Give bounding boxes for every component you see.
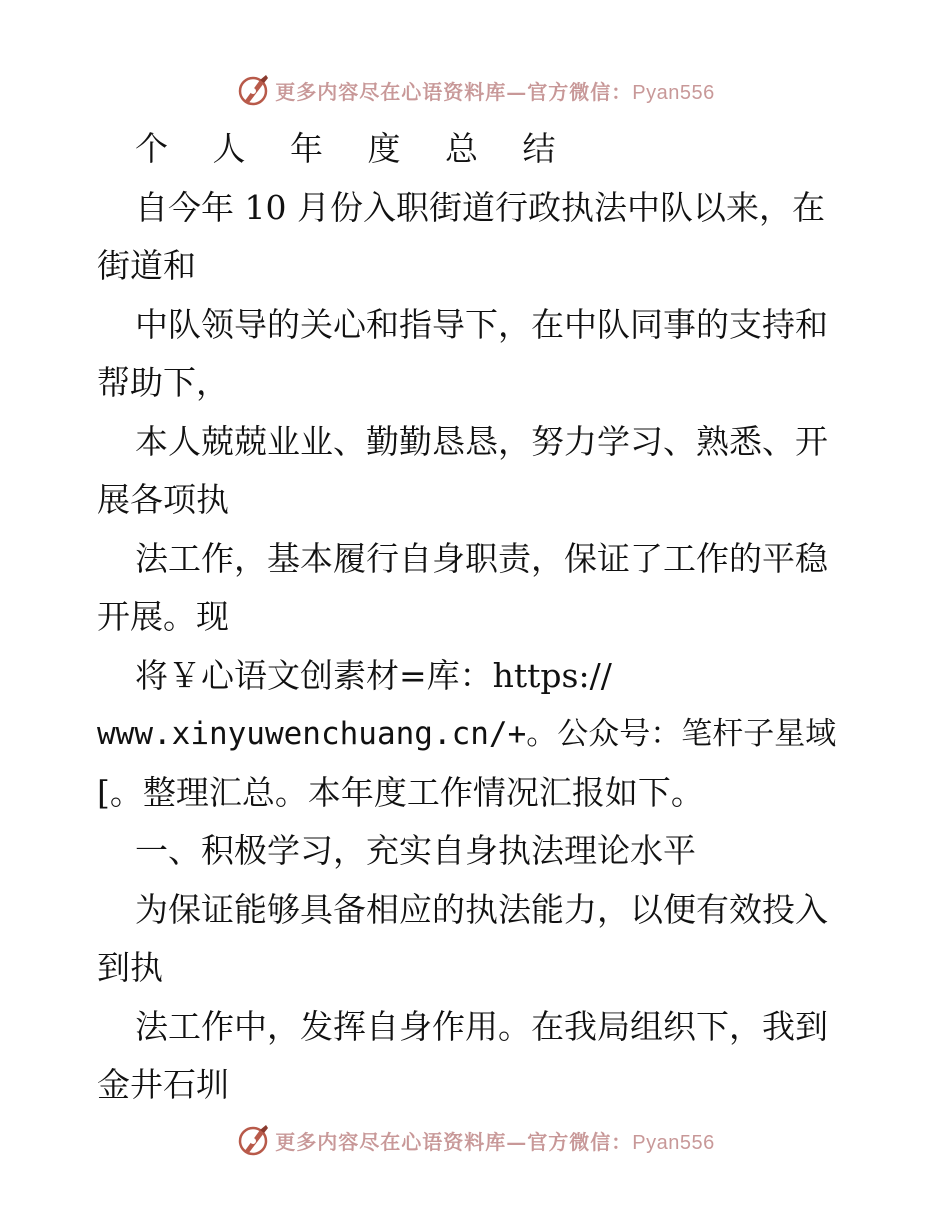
paragraph-line: 街道和 (97, 246, 196, 285)
paragraph-line: 本人兢兢业业、勤勤恳恳，努力学习、熟悉、开 (135, 421, 828, 461)
paragraph-line: 法工作中，发挥自身作用。在我局组织下，我到 (135, 1006, 828, 1046)
watermark-banner-bottom (0, 1118, 950, 1162)
watermark-text: 更多内容尽在心语资料库—官方微信：Pyan556 (275, 1129, 715, 1154)
section-heading: 一、积极学习，充实自身执法理论水平 (135, 831, 696, 870)
document-title: 个 人 年 度 总 结 (135, 129, 573, 168)
paragraph-line: www.xinyuwenchuang.cn/+。公众号：笔杆子星域 (97, 716, 837, 752)
paragraph-line: 到执 (97, 948, 163, 987)
paragraph-line: [。整理汇总。本年度工作情况汇报如下。 (97, 772, 704, 812)
paragraph-line: 自今年 10 月份入职街道行政执法中队以来，在 (135, 187, 825, 227)
watermark-wechat-id: Pyan556 (632, 1131, 715, 1154)
paragraph-line: 帮助下， (97, 363, 229, 402)
watermark-text: 更多内容尽在心语资料库—官方微信：Pyan556 (275, 79, 715, 104)
watermark-wechat-id: Pyan556 (632, 81, 715, 104)
quill-pen-circle-icon (235, 1122, 271, 1158)
paragraph-line: 开展。现 (97, 597, 229, 636)
paragraph-line: 中队领导的关心和指导下，在中队同事的支持和 (135, 304, 828, 344)
paragraph-line: 展各项执 (97, 480, 229, 519)
quill-pen-circle-icon (235, 72, 271, 108)
paragraph-line: 法工作，基本履行自身职责，保证了工作的平稳 (135, 538, 828, 578)
paragraph-line: 将￥心语文创素材=库：https:// (135, 655, 612, 695)
watermark-banner-top (0, 68, 950, 112)
paragraph-line: 金井石圳 (97, 1065, 229, 1104)
document-body (97, 120, 857, 1115)
paragraph-line: 为保证能够具备相应的执法能力，以便有效投入 (135, 889, 828, 929)
